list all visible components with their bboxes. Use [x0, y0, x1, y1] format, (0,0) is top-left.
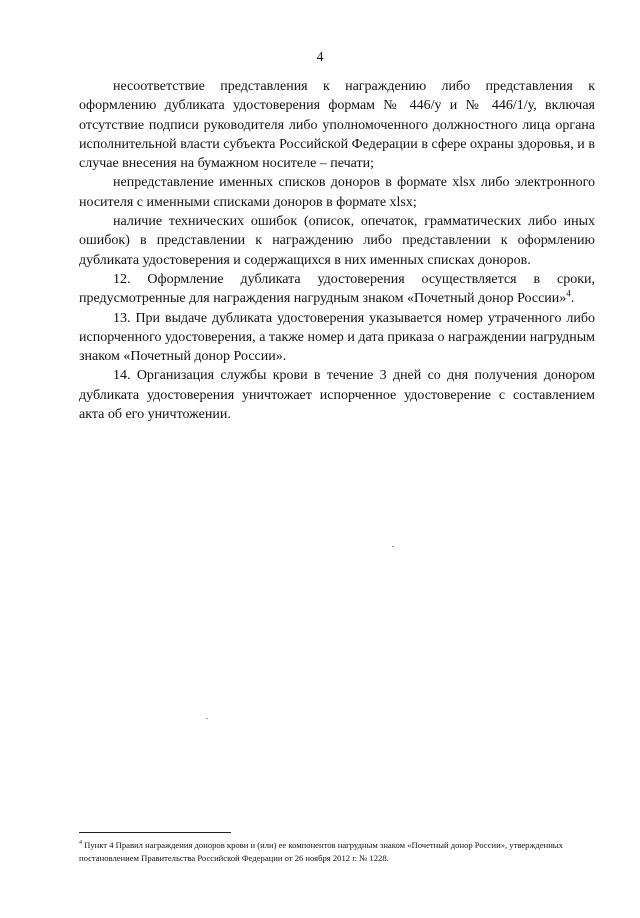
scan-speck	[206, 718, 208, 719]
paragraph-item-14: 14. Организация службы крови в течение 3 дней со дня получения донором дубликата удостоверения уничтожает испорченное удостоверение с составлением акта об его уничтожении.	[79, 368, 595, 423]
footnote-marker: 4	[79, 840, 82, 847]
scan-speck	[392, 546, 394, 547]
paragraph-technical-errors: наличие технических ошибок (описок, опечаток, грамматических либо иных ошибок) в представлении к награждению либо представлении к оформлению дубликата удостоверения и содержащихся в них именных списках доноров.	[79, 214, 595, 268]
document-body	[79, 77, 595, 424]
footnote-text: Пункт 4 Правил награждения доноров крови и (или) ее компонентов нагрудным знаком «Почетный донор России», утвержденных постановлением Правительства Российской Федерации от 26 ноября 2012 г. № 1228.	[79, 840, 563, 864]
paragraph-item-13: 13. При выдаче дубликата удостоверения указывается номер утраченного либо испорченного удостоверения, а также номер и дата приказа о награждении нагрудным знаком «Почетный донор России».	[79, 310, 595, 365]
paragraph-missing-lists: непредставление именных списков доноров в формате xlsx либо электронного носителя с именными списками доноров в формате xlsx;	[79, 175, 595, 210]
footnote	[79, 839, 595, 866]
page-number: 4	[316, 50, 324, 65]
paragraph-item-12-text: 12. Оформление дубликата удостоверения осуществляется в сроки, предусмотренные для награждения нагрудным знаком «Почетный донор России»	[79, 271, 595, 307]
footnote-reference: 4	[566, 288, 571, 299]
paragraph-mismatch: несоответствие представления к награждению либо представления к оформлению дубликата удостоверения формам № 446/у и № 446/1/у, включая отсутствие подписи руководителя либо уполномоченного должностного лица органа исполнительной власти субъекта Российской Федерации в сфере охраны здоровья, и в случае внесения на бумажном носителе – печати;	[79, 79, 595, 172]
paragraph-item-12-end: .	[570, 291, 575, 307]
footnote-separator	[79, 832, 231, 833]
paragraph-item-12	[79, 270, 595, 309]
